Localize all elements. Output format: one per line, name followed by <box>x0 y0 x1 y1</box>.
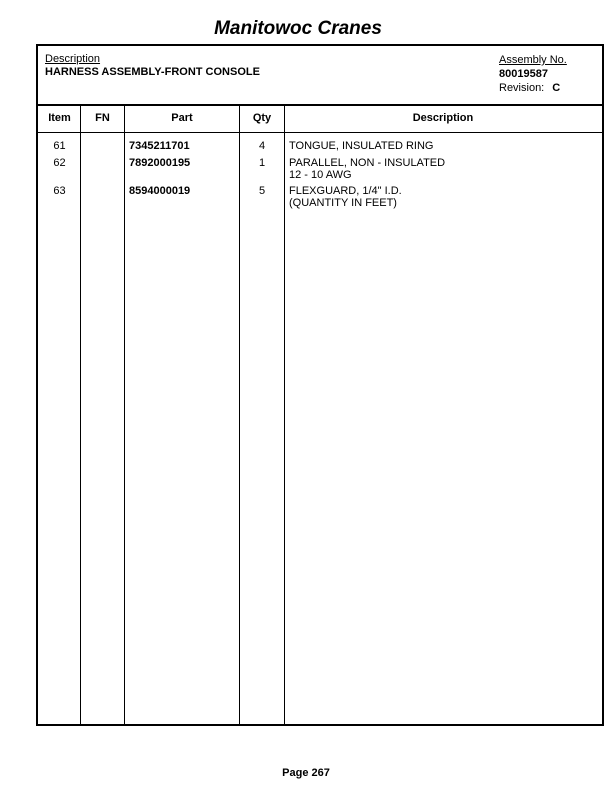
item-number: 63 <box>53 185 66 197</box>
assembly-number-value: 80019587 <box>499 68 548 80</box>
assembly-header <box>38 46 602 106</box>
column-header-row <box>38 104 602 133</box>
column-divider <box>124 104 125 724</box>
item-number: 61 <box>53 140 66 152</box>
part-description <box>289 157 445 181</box>
assembly-description-block <box>45 53 260 79</box>
column-divider <box>239 104 240 724</box>
assembly-number-block <box>499 53 567 95</box>
description-line: FLEXGUARD, 1/4" I.D. <box>289 185 402 197</box>
part-description <box>289 140 433 152</box>
description-label: Description <box>45 53 101 65</box>
page-number: Page 267 <box>282 767 330 779</box>
column-header-qty: Qty <box>252 112 272 124</box>
part-number: 7892000195 <box>129 157 191 169</box>
parts-list-frame <box>36 44 604 726</box>
description-line: 12 - 10 AWG <box>289 169 352 181</box>
column-divider <box>80 104 81 724</box>
part-number: 8594000019 <box>129 185 191 197</box>
assembly-number-label: Assembly No. <box>499 54 567 66</box>
quantity: 5 <box>258 185 266 197</box>
column-header-part: Part <box>171 112 193 124</box>
revision-row <box>499 81 567 95</box>
page-title: Manitowoc Cranes <box>214 18 382 39</box>
column-header-fn: FN <box>95 112 110 124</box>
item-number: 62 <box>53 157 66 169</box>
description-line: PARALLEL, NON - INSULATED <box>289 157 446 169</box>
description-value: HARNESS ASSEMBLY-FRONT CONSOLE <box>45 66 260 78</box>
part-number: 7345211701 <box>129 140 190 152</box>
column-header-description: Description <box>412 112 474 124</box>
quantity: 4 <box>258 140 266 152</box>
part-description <box>289 185 402 209</box>
description-line: (QUANTITY IN FEET) <box>289 197 397 209</box>
description-line: TONGUE, INSULATED RING <box>289 140 434 152</box>
revision-label: Revision: <box>499 82 545 94</box>
quantity: 1 <box>258 157 266 169</box>
revision-value: C <box>552 82 561 94</box>
column-header-item: Item <box>48 112 71 124</box>
column-divider <box>284 104 285 724</box>
